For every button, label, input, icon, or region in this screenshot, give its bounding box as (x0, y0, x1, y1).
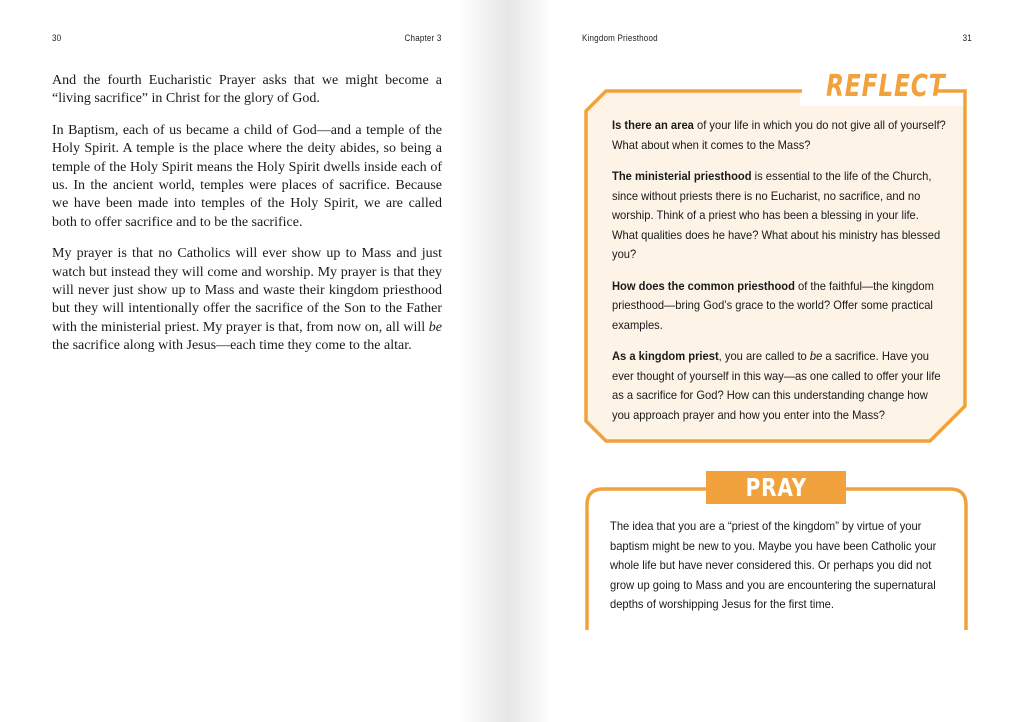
paragraph-text: the sacrifice along with Jesus—each time they come to the altar. (52, 338, 412, 354)
paragraph (52, 245, 442, 355)
emphasis-text: be (428, 319, 442, 335)
paragraph-text: My prayer is that no Catholics will ever show up to Mass and just watch but instead they will come and worship. My prayer is that they will never just show up to Mass and waste their kingdom priesthood but they will intentionally offer the sacrifice of the Son to the Father with the ministerial priest. My prayer is that, from now on, all will (52, 246, 442, 335)
paragraph-text: And the fourth Eucharistic Prayer asks that we might become a “living sacrifice” in Christ for the glory of God. (52, 73, 442, 107)
right-page (512, 0, 1024, 722)
page-number-left: 30 (52, 33, 62, 44)
question-text: of your life in which you do not give all of yourself? What about when it comes to the Mass? (612, 118, 946, 152)
pray-heading-text: PRAY (745, 473, 807, 502)
running-head-title: Kingdom Priesthood (582, 33, 658, 44)
reflect-question (612, 347, 947, 425)
paragraph (52, 122, 442, 232)
pray-text (610, 517, 949, 627)
paragraph (52, 72, 442, 109)
reflect-question (612, 167, 947, 265)
reflect-question (612, 116, 947, 155)
question-text: , you are called to (718, 349, 810, 363)
left-page (0, 0, 510, 722)
question-text: a sacrifice. Have you ever thought of yourself in this way—as one called to offer your life as a sacrifice for God? How can this understanding change how you approach prayer and how you enter into the Mass? (612, 349, 941, 422)
question-lead: The ministerial priesthood (612, 169, 752, 183)
reflect-questions (612, 116, 947, 437)
question-text: is essential to the life of the Church, since without priests there is no Eucharist, no sacrifice, and no worship. Think of a priest who has been a blessing in your life. What qualities does he have? What about his ministry has blessed you? (612, 169, 941, 261)
question-lead: How does the common priesthood (612, 278, 795, 293)
emphasis-text: be (809, 349, 823, 363)
left-body-text (52, 72, 442, 369)
gutter-shadow (460, 0, 510, 722)
running-head-chapter: Chapter 3 (404, 33, 442, 44)
page-number-right: 31 (962, 33, 972, 44)
pray-heading (706, 471, 846, 504)
question-lead: Is there an area (612, 118, 694, 132)
reflect-question (612, 277, 947, 336)
paragraph-text: In Baptism, each of us became a child of God—and a temple of the Holy Spirit. A temple is the place where the deity abides, so being a temple of the Holy Spirit means the Holy Spirit dwells inside each of us. In the ancient world, temples were places of sacrifice. Because we have been made into temples of the Holy Spirit, we are called both to offer sacrifice and to be the sacrifice. (52, 122, 442, 230)
reflect-heading: REFLECT (826, 69, 946, 104)
question-text: of the faithful—the kingdom priesthood—bring God’s grace to the world? Offer some practical examples. (612, 278, 934, 332)
pray-paragraph: The idea that you are a “priest of the kingdom” by virtue of your baptism might be new to you. Maybe you have been Catholic your whole life but have never considered this. Or perhaps you did not grow up going to Mass and you are encountering the supernatural depths of worshipping Jesus for the first time. (610, 519, 937, 611)
question-lead: As a kingdom priest (612, 349, 719, 363)
